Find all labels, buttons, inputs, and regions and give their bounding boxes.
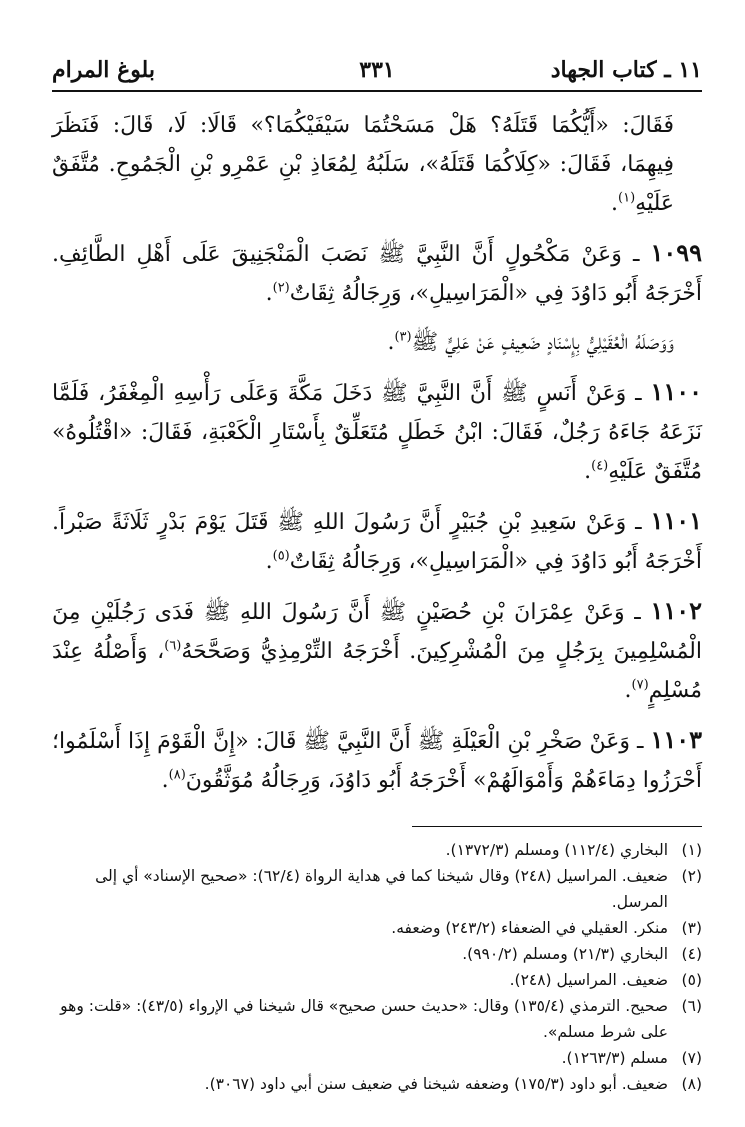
footnote-text: البخاري (٢١/٣) ومسلم (٩٩٠/٢). bbox=[462, 945, 668, 963]
footnote-ref: (٨) bbox=[168, 767, 186, 783]
footnote-number: (٣) bbox=[681, 919, 702, 937]
footnote-number: (٥) bbox=[681, 971, 702, 989]
hadith-number: ١١٠٢ bbox=[650, 596, 702, 625]
footnote-number: (٤) bbox=[681, 945, 702, 963]
paragraph-text: وَعَنْ أَنَسٍ ﷺ أَنَّ النَّبِيَّ ﷺ دَخَلَ مَكَّةَ وَعَلَى رَأْسِهِ الْمِغْفَرُ، فَلَمَّا نَزَعَهُ جَاءَهُ رَجُلٌ، فَقَالَ: ابْنُ خَطَلٍ مُتَعَلِّقٌ بِأَسْتَارِ الْكَعْبَةِ، فَقَالَ: «اقْتُلُوهُ» مُتَّفَقٌ عَلَيْهِ bbox=[52, 381, 703, 484]
book-title: بلوغ المرام bbox=[52, 57, 155, 83]
footnote-ref: (٤) bbox=[591, 458, 609, 474]
paragraph-tail: . bbox=[265, 549, 273, 574]
paragraph-tail: . bbox=[611, 191, 619, 216]
hadith-1102: ١١٠٢ ـ وَعَنْ عِمْرَانَ بْنِ حُصَيْنٍ ﷺ أَنَّ رَسُولَ اللهِ ﷺ فَدَى رَجُلَيْنِ مِنَ الْمُسْلِمِينَ بِرَجُلٍ مِنَ الْمُشْرِكِينَ. أَخْرَجَهُ التِّرْمِذِيُّ وَصَحَّحَهُ$^{(٦)}$، وَأَصْلُهُ عِنْدَ مُسْلِمٍ$^{(٧)}$. bbox=[52, 596, 702, 703]
footnote-ref: (٦) bbox=[164, 638, 182, 654]
footnote-number: (٧) bbox=[681, 1049, 702, 1067]
footnote-item bbox=[52, 915, 702, 941]
hadith-number: ١١٠٠ bbox=[650, 377, 702, 406]
footnote-text: ضعيف. المراسيل (٢٤٨) وقال شيخنا كما في هداية الرواة (٦٢/٤): «صحيح الإسناد» أي إلى المرسل. bbox=[95, 867, 668, 911]
footnote-item bbox=[52, 967, 702, 993]
footnote-number: (٢) bbox=[681, 867, 702, 885]
footnote-text: البخاري (١١٢/٤) ومسلم (١٣٧٢/٣). bbox=[445, 841, 668, 859]
footnote-ref: (٢) bbox=[272, 280, 290, 296]
paragraph-continuation bbox=[52, 106, 674, 223]
hadith-number: ١١٠٣ bbox=[650, 725, 703, 754]
hadith-1100: ١١٠٠ ـ وَعَنْ أَنَسٍ ﷺ أَنَّ النَّبِيَّ ﷺ دَخَلَ مَكَّةَ وَعَلَى رَأْسِهِ الْمِغْفَرُ، فَلَمَّا نَزَعَهُ جَاءَهُ رَجُلٌ، فَقَالَ: ابْنُ خَطَلٍ مُتَعَلِّقٌ بِأَسْتَارِ الْكَعْبَةِ، فَقَالَ: «اقْتُلُوهُ» مُتَّفَقٌ عَلَيْهِ$^{(٤)}$. bbox=[52, 377, 703, 484]
paragraph-text: وَعَنْ صَخْرِ بْنِ الْعَيْلَةِ ﷺ أَنَّ النَّبِيَّ ﷺ قَالَ: «إِنَّ الْقَوْمَ إِذَا أَسْلَمُوا؛ أَحْرَزُوا دِمَاءَهُمْ وَأَمْوَالَهُمْ» أَخْرَجَهُ أَبُو دَاوُدَ، وَرِجَالُهُ مُوَثَّقُونَ bbox=[52, 729, 702, 793]
footnote-ref: (١) bbox=[618, 190, 636, 206]
footnote-text: مسلم (١٢٦٣/٣). bbox=[561, 1049, 668, 1067]
hadith-1101: ١١٠١ ـ وَعَنْ سَعِيدِ بْنِ جُبَيْرٍ أَنَّ رَسُولَ اللهِ ﷺ قَتَلَ يَوْمَ بَدْرٍ ثَلَاثَةً صَبْراً. أَخْرَجَهُ أَبُو دَاوُدَ فِي «الْمَرَاسِيلِ»، وَرِجَالُهُ ثِقَاتٌ$^{(٥)}$. bbox=[52, 506, 702, 574]
footnote-ref: (٥) bbox=[272, 548, 290, 564]
footnote-item bbox=[52, 863, 702, 915]
footnote-ref: (٣) bbox=[394, 329, 412, 345]
footnote-item bbox=[52, 837, 702, 863]
hadith-1099: ١٠٩٩ ـ وَعَنْ مَكْحُولٍ أَنَّ النَّبِيَّ ﷺ نَصَبَ الْمَنْجَنِيقَ عَلَى أَهْلِ الطَّائِفِ. أَخْرَجَهُ أَبُو دَاوُدَ فِي «الْمَرَاسِيلِ»، وَرِجَالُهُ ثِقَاتٌ$^{(٢)}$. bbox=[52, 238, 702, 306]
paragraph-tail: . bbox=[387, 330, 395, 355]
footnote-item bbox=[52, 941, 702, 967]
paragraph-tail: . bbox=[584, 459, 592, 484]
paragraph-text: وَعَنْ مَكْحُولٍ أَنَّ النَّبِيَّ ﷺ نَصَبَ الْمَنْجَنِيقَ عَلَى أَهْلِ الطَّائِفِ. أَخْرَجَهُ أَبُو دَاوُدَ فِي «الْمَرَاسِيلِ»، وَرِجَالُهُ ثِقَاتٌ bbox=[52, 242, 702, 306]
footnote-text: صحيح. الترمذي (١٣٥/٤) وقال: «حديث حسن صحيح» قال شيخنا في الإرواء (٤٣/٥): «قلت: وهو على شرط مسلم». bbox=[60, 997, 668, 1041]
page-number: ٣٣١ bbox=[359, 57, 395, 83]
chapter-title: ١١ ـ كتاب الجهاد bbox=[550, 57, 702, 83]
hadith-number: ١١٠١ bbox=[650, 506, 702, 535]
paragraph-text: وَوَصَلَهُ الْعُقَيْلِيُّ بِإِسْنَادٍ ضَعِيفٍ عَنْ عَلِيٍّ ﷺ bbox=[411, 330, 674, 355]
hadith-number: ١٠٩٩ bbox=[650, 238, 702, 267]
book-page bbox=[52, 48, 702, 1097]
paragraph-tail: ، وَأَصْلُهُ عِنْدَ مُسْلِمٍ bbox=[52, 639, 702, 703]
paragraph-tail: . bbox=[624, 678, 632, 703]
footnotes bbox=[52, 837, 702, 1097]
footnote-item bbox=[52, 1045, 702, 1071]
footnote-ref: (٧) bbox=[631, 677, 649, 693]
footnote-text: منكر. العقيلي في الضعفاء (٢٤٣/٢) وضعفه. bbox=[391, 919, 668, 937]
paragraph-text: فَقَالَ: «أَيُّكُمَا قَتَلَهُ؟ هَلْ مَسَحْتُمَا سَيْفَيْكُمَا؟» قَالَا: لَا، قَالَ: فَنَظَرَ فِيهِمَا، فَقَالَ: «كِلَاكُمَا قَتَلَهُ»، سَلَبُهُ لِمُعَاذِ بْنِ عَمْرِو بْنِ الْجَمُوحِ. مُتَّفَقٌ عَلَيْهِ bbox=[52, 113, 674, 216]
main-text bbox=[52, 106, 702, 800]
paragraph-text: وَعَنْ سَعِيدِ بْنِ جُبَيْرٍ أَنَّ رَسُولَ اللهِ ﷺ قَتَلَ يَوْمَ بَدْرٍ ثَلَاثَةً صَبْراً. أَخْرَجَهُ أَبُو دَاوُدَ فِي «الْمَرَاسِيلِ»، وَرِجَالُهُ ثِقَاتٌ bbox=[52, 510, 702, 574]
running-header bbox=[52, 48, 702, 92]
footnote-item bbox=[52, 1071, 702, 1097]
footnote-number: (١) bbox=[681, 841, 702, 859]
paragraph-tail: . bbox=[265, 281, 273, 306]
footnote-separator bbox=[412, 826, 702, 827]
footnote-item bbox=[52, 993, 702, 1045]
paragraph-text: وَعَنْ عِمْرَانَ بْنِ حُصَيْنٍ ﷺ أَنَّ رَسُولَ اللهِ ﷺ فَدَى رَجُلَيْنِ مِنَ الْمُسْلِمِينَ بِرَجُلٍ مِنَ الْمُشْرِكِينَ. أَخْرَجَهُ التِّرْمِذِيُّ وَصَحَّحَهُ bbox=[52, 600, 702, 664]
footnote-text: ضعيف. المراسيل (٢٤٨). bbox=[509, 971, 668, 989]
paragraph-addendum bbox=[52, 323, 674, 362]
hadith-1103: ١١٠٣ ـ وَعَنْ صَخْرِ بْنِ الْعَيْلَةِ ﷺ أَنَّ النَّبِيَّ ﷺ قَالَ: «إِنَّ الْقَوْمَ إِذَا أَسْلَمُوا؛ أَحْرَزُوا دِمَاءَهُمْ وَأَمْوَالَهُمْ» أَخْرَجَهُ أَبُو دَاوُدَ، وَرِجَالُهُ مُوَثَّقُونَ$^{(٨)}$. bbox=[52, 725, 703, 793]
footnote-number: (٨) bbox=[681, 1075, 702, 1093]
paragraph-tail: . bbox=[161, 768, 169, 793]
footnote-number: (٦) bbox=[681, 997, 702, 1015]
footnote-text: ضعيف. أبو داود (١٧٥/٣) وضعفه شيخنا في ضعيف سنن أبي داود (٣٠٦٧). bbox=[204, 1075, 668, 1093]
